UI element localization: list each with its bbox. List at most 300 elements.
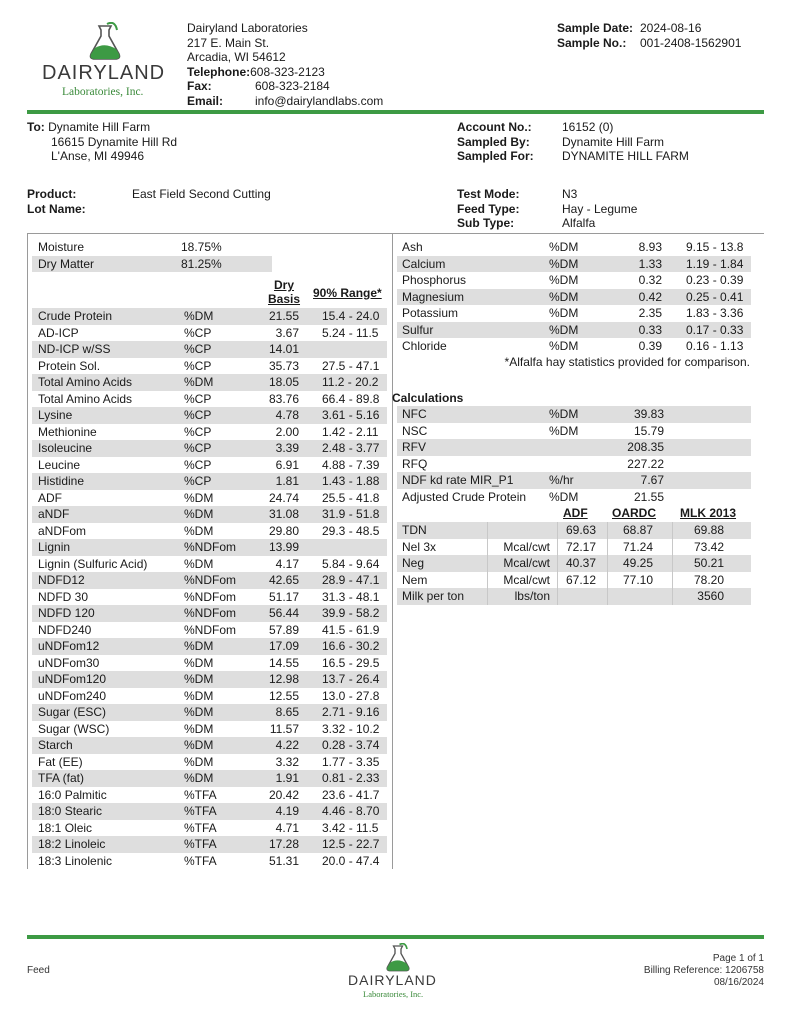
row-mlk: 3560 [697,589,724,603]
row-label: RFQ [402,456,428,471]
sample-no-label: Sample No.: [557,36,627,50]
row-unit: %CP [184,424,212,439]
table-row [32,358,387,375]
row-oardc: 49.25 [622,556,653,570]
dry-header-line2: Basis [267,292,301,306]
table-row [32,440,387,457]
row-value: 12.98 [268,672,299,686]
table-row [32,391,387,408]
row-value: 57.89 [268,622,299,637]
row-range: 0.81 - 2.33 [322,771,380,785]
row-unit: %NDFom [184,589,237,604]
row-value: 17.09 [268,639,299,653]
to-label: To: [27,120,45,134]
table-left-rule [27,233,28,869]
row-mlk: 50.21 [693,556,724,570]
table-row [32,506,387,523]
row-value: 35.73 [268,358,299,373]
row-label: Magnesium [402,289,465,304]
lab-city: Arcadia, WI 54612 [187,50,286,65]
row-label: ADF [38,490,62,505]
row-range: 3.42 - 11.5 [322,820,379,835]
flask-icon [383,943,413,973]
row-value: 3.32 [275,754,299,769]
row-value: 1.81 [275,474,299,488]
row-label: 18:3 Linolenic [38,853,113,868]
row-value: 4.19 [275,804,299,818]
row-range: 23.6 - 41.7 [322,787,380,802]
calc-row [397,472,751,489]
row-unit: %DM [184,523,214,538]
calc-row [397,406,751,423]
sample-no-value: 001-2408-1562901 [640,36,742,50]
to-name: Dynamite Hill Farm [48,120,151,134]
row-range: 28.9 - 47.1 [322,573,380,587]
row-unit: %DM [184,507,214,521]
row-label: AD-ICP [38,325,79,340]
calc-row [397,456,751,473]
table-row [32,704,387,721]
sampled-by-label: Sampled By: [457,134,530,149]
row-unit: %DM [549,273,579,287]
row-label: NFC [402,407,427,421]
product-value: East Field Second Cutting [132,187,271,201]
row-unit: %/hr [549,473,574,487]
row-value: 12.55 [268,688,299,703]
test-block [457,187,757,231]
table-row [32,836,387,853]
row-unit: %DM [184,754,214,769]
row-unit: %DM [549,256,579,271]
row-unit: %DM [549,240,579,254]
row-label: Dry Matter [38,256,95,271]
row-value: 0.32 [638,273,662,287]
left-col-header [250,277,395,309]
row-value: 39.83 [633,407,664,421]
lab-street: 217 E. Main St. [187,35,270,50]
footer-divider [27,935,764,939]
row-range: 29.3 - 48.5 [322,523,380,538]
row-mlk: 78.20 [693,572,724,587]
energy-column-rule [672,522,673,605]
row-label: NDFD240 [38,622,92,637]
telephone-label: Telephone: [187,64,251,79]
row-range: 31.9 - 51.8 [322,507,380,521]
row-label: Methionine [38,424,97,439]
row-range: 12.5 - 22.7 [322,837,380,851]
row-unit: %CP [184,342,212,356]
row-value: 81.25% [181,256,222,271]
row-label: Total Amino Acids [38,391,133,406]
row-value: 2.00 [275,424,299,439]
table-row [32,473,387,490]
row-unit: %NDFom [184,573,237,587]
row-label: Nel 3x [402,539,437,554]
row-unit: %CP [184,391,212,406]
feed-type-label: Feed Type: [457,201,520,216]
row-unit: %DM [184,738,214,752]
row-range: 0.28 - 3.74 [322,738,380,752]
flask-icon [85,22,125,62]
row-unit: %DM [184,556,214,571]
row-value: 13.99 [268,540,299,554]
row-adf: 67.12 [565,572,596,587]
row-value: 0.33 [638,322,662,337]
mineral-row [397,289,751,306]
row-value: 227.22 [627,456,664,471]
row-unit: %DM [184,705,214,719]
row-unit: %DM [549,306,579,320]
row-value: 6.91 [275,457,299,472]
row-label: 18:0 Stearic [38,804,103,818]
account-label: Account No.: [457,120,532,134]
row-label: Fat (EE) [38,754,83,769]
table-row [32,721,387,738]
row-value: 21.55 [633,489,664,504]
row-label: Neg [402,556,425,570]
table-row [32,325,387,342]
row-value: 4.17 [275,556,299,571]
table-row [32,638,387,655]
billing-reference: Billing Reference: 1206758 [643,965,764,976]
row-value: 2.35 [638,306,662,320]
fax-label: Fax: [187,79,212,94]
footer-right [560,953,764,989]
row-label: Leucine [38,457,81,472]
row-value: 1.91 [275,771,299,785]
footer-logo [345,943,455,1003]
feed-type-value: Hay - Legume [562,201,638,216]
row-oardc: 71.24 [622,539,653,554]
row-range: 11.2 - 20.2 [322,375,379,389]
row-range: 20.0 - 47.4 [322,853,380,868]
table-center-rule [392,233,393,869]
table-row [32,853,387,870]
table-row [32,490,387,507]
row-range: 2.71 - 9.16 [322,705,380,719]
row-range: 0.25 - 0.41 [686,289,744,304]
row-label: aNDFom [38,523,87,538]
row-label: Total Amino Acids [38,375,133,389]
table-row [32,341,387,358]
energy-column-rule [557,522,558,605]
row-range: 0.23 - 0.39 [686,273,744,287]
table-top-rule [27,233,764,234]
sampled-by-value: Dynamite Hill Farm [562,134,665,149]
lot-name-label: Lot Name: [27,201,86,216]
row-range: 16.6 - 30.2 [322,639,380,653]
row-value: 4.71 [275,820,299,835]
row-range: 13.7 - 26.4 [322,672,380,686]
row-unit: %DM [549,489,579,504]
calculations-title: Calculations [392,391,464,405]
row-label: Potassium [402,306,459,320]
row-unit: %TFA [184,820,217,835]
row-unit: %CP [184,457,212,472]
row-value: 29.80 [268,523,299,538]
account-value: 16152 (0) [562,120,614,134]
row-label: Calcium [402,256,446,271]
row-adf: 72.17 [565,539,596,554]
row-label: NDFD 120 [38,606,95,620]
sub-type-value: Alfalfa [562,216,596,231]
row-range: 15.4 - 24.0 [322,309,380,323]
row-value: 17.28 [268,837,299,851]
row-label: Lysine [38,408,73,422]
mlk-header: MLK 2013 [680,506,737,520]
row-unit: %DM [184,490,214,505]
row-label: Ash [402,240,423,254]
row-unit: %DM [184,771,214,785]
row-label: 18:1 Oleic [38,820,93,835]
energy-column-rule [607,522,608,605]
row-unit: %DM [184,721,214,736]
page-number: Page 1 of 1 [712,953,764,964]
to-city: L'Anse, MI 49946 [51,149,145,164]
row-value: 0.42 [638,289,662,304]
row-label: Moisture [38,240,85,254]
row-range: 3.32 - 10.2 [322,721,380,736]
sample-date-value: 2024-08-16 [640,21,702,35]
row-range: 4.88 - 7.39 [322,457,380,472]
row-unit: %TFA [184,837,217,851]
lab-address [187,21,407,109]
row-label: Sugar (WSC) [38,721,110,736]
footer-logo-word: DAIRYLAND [348,972,437,988]
table-row [32,556,387,573]
row-adf: 40.37 [565,556,596,570]
row-unit: %NDFom [184,606,237,620]
logo-word: DAIRYLAND [42,62,166,84]
row-unit: %CP [184,441,212,455]
row-label: NDF kd rate MIR_P1 [402,473,514,487]
row-value: 3.67 [275,325,299,340]
energy-row [397,588,751,605]
header-divider [27,110,764,114]
row-range: 66.4 - 89.8 [322,391,380,406]
energy-row [397,522,751,539]
mineral-row [397,272,751,289]
row-range: 9.15 - 13.8 [686,240,744,254]
row-label: Crude Protein [38,309,113,323]
range-header: 90% Range* [313,286,382,300]
table-row [32,523,387,540]
mineral-row [397,338,751,355]
row-unit: %TFA [184,853,217,868]
row-value: 31.08 [268,507,299,521]
table-row [32,803,387,820]
row-label: Milk per ton [402,589,465,603]
table-row [32,308,387,325]
table-row [32,605,387,622]
row-unit: %CP [184,358,212,373]
energy-row [397,572,751,589]
table-row [32,737,387,754]
row-label: Isoleucine [38,441,93,455]
row-value: 11.57 [269,721,299,736]
table-row [32,407,387,424]
test-mode-label: Test Mode: [457,187,520,201]
row-label: RFV [402,440,426,454]
test-mode-value: N3 [562,187,578,201]
row-unit: Mcal/cwt [503,572,550,587]
row-mlk: 73.42 [693,539,724,554]
energy-row [397,539,751,556]
row-value: 14.01 [268,342,299,356]
row-unit: %DM [549,407,579,421]
row-label: Nem [402,572,428,587]
row-label: Sugar (ESC) [38,705,107,719]
sample-info [557,21,777,51]
row-value: 18.75% [181,240,222,254]
row-unit: Mcal/cwt [503,539,550,554]
moisture-row [32,256,272,273]
row-unit: %TFA [184,787,217,802]
sub-type-label: Sub Type: [457,216,515,231]
row-range: 0.16 - 1.13 [686,339,744,353]
product-block [27,187,327,216]
email-link[interactable]: info@dairylandlabs.com [255,93,384,108]
footer-logo-subtitle: Laboratories, Inc. [363,989,424,999]
row-range: 1.83 - 3.36 [686,306,744,320]
oardc-header: OARDC [612,506,656,520]
row-value: 83.76 [268,391,299,406]
row-label: TFA (fat) [38,771,85,785]
footer-left-label: Feed [27,965,50,976]
fax-value: 608-323-2184 [255,79,330,94]
calc-row [397,489,751,506]
row-range: 1.77 - 3.35 [322,754,380,769]
energy-header [398,506,750,522]
lab-name: Dairyland Laboratories [187,21,308,35]
row-range: 25.5 - 41.8 [322,490,380,505]
adf-header: ADF [563,506,588,520]
row-unit: %CP [184,408,212,422]
row-label: 18:2 Linoleic [38,837,106,851]
to-street: 16615 Dynamite Hill Rd [51,134,178,149]
sampled-for-label: Sampled For: [457,149,534,164]
table-row [32,374,387,391]
row-label: 16:0 Palmitic [38,787,107,802]
row-value: 51.17 [268,589,299,604]
dry-basis-header [264,278,304,306]
row-value: 3.39 [275,441,299,455]
row-unit: %CP [184,474,212,488]
row-value: 7.67 [640,473,664,487]
moisture-row [32,239,272,256]
table-row [32,622,387,639]
row-label: Adjusted Crude Protein [402,489,527,504]
row-label: Histidine [38,474,85,488]
logo-subtitle: Laboratories, Inc. [62,86,144,98]
to-block [27,120,287,164]
row-value: 24.74 [268,490,299,505]
row-unit: %DM [549,423,579,438]
dry-header-line1: Dry [273,278,294,292]
row-unit: %DM [184,375,214,389]
row-unit: %DM [549,289,579,304]
table-row [32,671,387,688]
row-unit: %DM [184,688,214,703]
row-unit: %NDFom [184,622,237,637]
row-label: Lignin [38,540,71,554]
row-value: 1.33 [638,256,662,271]
row-range: 2.48 - 3.77 [322,441,380,455]
row-unit: %TFA [184,804,217,818]
row-oardc: 68.87 [622,523,653,537]
row-value: 14.55 [268,655,299,670]
row-value: 4.78 [275,408,299,422]
row-range: 5.24 - 11.5 [322,325,379,340]
row-unit: %DM [184,655,214,670]
row-label: NDFD 30 [38,589,89,604]
row-range: 5.84 - 9.64 [322,556,380,571]
row-range: 13.0 - 27.8 [322,688,380,703]
header-logo [40,22,170,102]
row-value: 15.79 [633,423,664,438]
table-row [32,539,387,556]
row-label: Sulfur [402,322,434,337]
energy-row [397,555,751,572]
calc-row [397,423,751,440]
row-range: 31.3 - 48.1 [322,589,380,604]
row-range: 1.43 - 1.88 [322,474,380,488]
row-unit: %DM [184,309,214,323]
row-label: uNDFom240 [38,688,107,703]
table-row [32,770,387,787]
telephone-value: 608-323-2123 [250,64,325,79]
row-range: 4.46 - 8.70 [322,804,380,818]
row-value: 21.55 [268,309,299,323]
row-label: uNDFom120 [38,672,107,686]
row-unit: %DM [184,672,214,686]
row-label: TDN [402,523,427,537]
table-row [32,754,387,771]
row-label: Starch [38,738,73,752]
table-row [32,572,387,589]
row-label: NSC [402,423,428,438]
row-label: ND-ICP w/SS [38,342,111,356]
row-value: 56.44 [268,606,299,620]
row-label: Lignin (Sulfuric Acid) [38,556,148,571]
report-date: 08/16/2024 [713,977,764,988]
email-label: Email: [187,93,224,108]
row-label: Phosphorus [402,273,467,287]
row-range: 1.19 - 1.84 [686,256,744,271]
product-label: Product: [27,187,77,201]
row-label: aNDF [38,507,70,521]
row-label: uNDFom12 [38,639,100,653]
row-unit: %DM [549,322,579,337]
row-oardc: 77.10 [622,572,653,587]
row-mlk: 69.88 [693,523,724,537]
table-row [32,787,387,804]
table-row [32,424,387,441]
table-row [32,457,387,474]
account-block [457,120,757,164]
row-range: 1.42 - 2.11 [322,424,379,439]
table-row [32,820,387,837]
sample-date-label: Sample Date: [557,21,634,35]
row-label: uNDFom30 [38,655,100,670]
row-value: 4.22 [275,738,299,752]
row-value: 51.31 [268,853,299,868]
row-unit: %CP [184,325,212,340]
row-value: 0.39 [638,339,662,353]
row-range: 3.61 - 5.16 [322,408,380,422]
row-range: 41.5 - 61.9 [322,622,380,637]
table-row [32,589,387,606]
